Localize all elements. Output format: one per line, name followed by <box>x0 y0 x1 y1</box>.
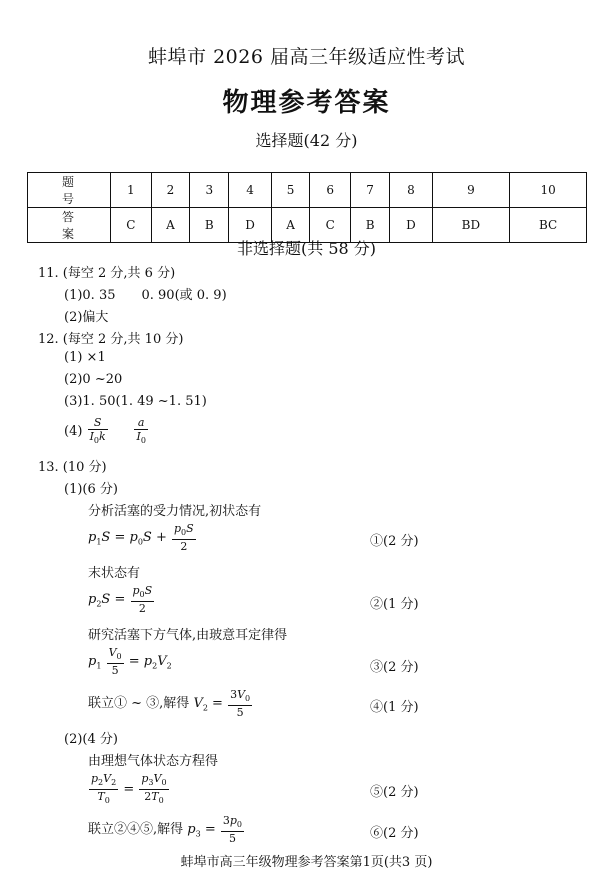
formula-fraction: $\frac{S}{I_0k}$ <box>89 416 106 446</box>
q13-part2: (2)(4 分) <box>64 732 118 747</box>
question-number: 9 <box>432 173 510 208</box>
formula-fraction: $\frac{a}{I_0}$ <box>136 416 146 446</box>
q12-part3: (3)1. 50(1. 49 ~1. 51) <box>64 394 207 409</box>
q12-part4-label: (4) <box>64 424 83 440</box>
score-mark-2: ②(1 分) <box>370 597 419 612</box>
score-mark-3: ③(2 分) <box>370 660 419 675</box>
question-number: 7 <box>351 173 390 208</box>
q13-heading: 13. (10 分) <box>38 460 107 475</box>
score-mark-1: ①(2 分) <box>370 534 419 549</box>
answer-cell: A <box>271 208 310 243</box>
q13-part1: (1)(6 分) <box>64 482 118 497</box>
equation-6: 联立②④⑤,解得 $p_3$ = $\frac{3p_0}{5}$ <box>88 814 243 846</box>
question-number: 8 <box>390 173 432 208</box>
q13-text6: 联立②④⑤,解得 <box>88 822 184 838</box>
answer-cell: D <box>390 208 432 243</box>
question-number: 4 <box>229 173 271 208</box>
q13-text3: 研究活塞下方气体,由玻意耳定律得 <box>88 628 288 643</box>
question-number: 6 <box>310 173 351 208</box>
q11-part2: (2)偏大 <box>64 310 109 325</box>
equation-2: $p_2S$ = $\frac{p_0S}{2}$ <box>88 584 153 616</box>
page-footer: 蚌埠市高三年级物理参考答案第1页(共3 页) <box>180 855 433 870</box>
q13-text4: 联立① ~ ③,解得 <box>88 696 190 712</box>
equation-1: $p_1S = p_0S$ + $\frac{p_0S}{2}$ <box>88 522 194 554</box>
q13-text2: 末状态有 <box>88 566 141 581</box>
equation-5: $\frac{p_2V_2}{T_0}$ = $\frac{p_3V_0}{2T_0}$ <box>91 772 167 806</box>
question-number: 5 <box>271 173 310 208</box>
question-number: 1 <box>111 173 152 208</box>
q12-part1: (1) ×1 <box>64 350 106 365</box>
answer-label: 答 案 <box>28 208 111 243</box>
question-number: 10 <box>510 173 587 208</box>
q13-text5: 由理想气体状态方程得 <box>88 754 219 769</box>
answer-cell: A <box>151 208 190 243</box>
answer-table <box>27 172 587 243</box>
answer-cell: D <box>229 208 271 243</box>
score-mark-6: ⑥(2 分) <box>370 826 419 841</box>
exam-title: 蚌埠市 2026 届高三年级适应性考试 <box>148 46 465 68</box>
answer-cell: B <box>351 208 390 243</box>
answer-cell: C <box>111 208 152 243</box>
q13-text1: 分析活塞的受力情况,初状态有 <box>88 504 262 519</box>
answer-cell: BD <box>432 208 510 243</box>
nonchoice-section-heading: 非选择题(共 58 分) <box>236 239 377 258</box>
answer-cell: BC <box>510 208 587 243</box>
score-mark-5: ⑤(2 分) <box>370 785 419 800</box>
header-label: 题 号 <box>28 173 111 208</box>
answer-cell: C <box>310 208 351 243</box>
q12-part4 <box>64 416 149 447</box>
question-number: 2 <box>151 173 190 208</box>
page-title: 物理参考答案 <box>222 88 391 118</box>
equation-4: 联立① ~ ③,解得 $V_2$ = $\frac{3V_0}{5}$ <box>88 688 251 720</box>
q12-part2: (2)0 ~20 <box>64 372 123 387</box>
score-mark-4: ④(1 分) <box>370 700 419 715</box>
q11-heading: 11. (每空 2 分,共 6 分) <box>38 266 176 281</box>
q11-part1: (1)0. 35 0. 90(或 0. 9) <box>64 288 227 303</box>
equation-3: $p_1$ $\frac{V_0}{5}$ = $p_2V_2$ <box>88 646 172 678</box>
question-number: 3 <box>190 173 229 208</box>
q12-heading: 12. (每空 2 分,共 10 分) <box>38 332 184 347</box>
answer-cell: B <box>190 208 229 243</box>
table-row-numbers <box>28 173 587 208</box>
choice-section-heading: 选择题(42 分) <box>255 131 358 150</box>
